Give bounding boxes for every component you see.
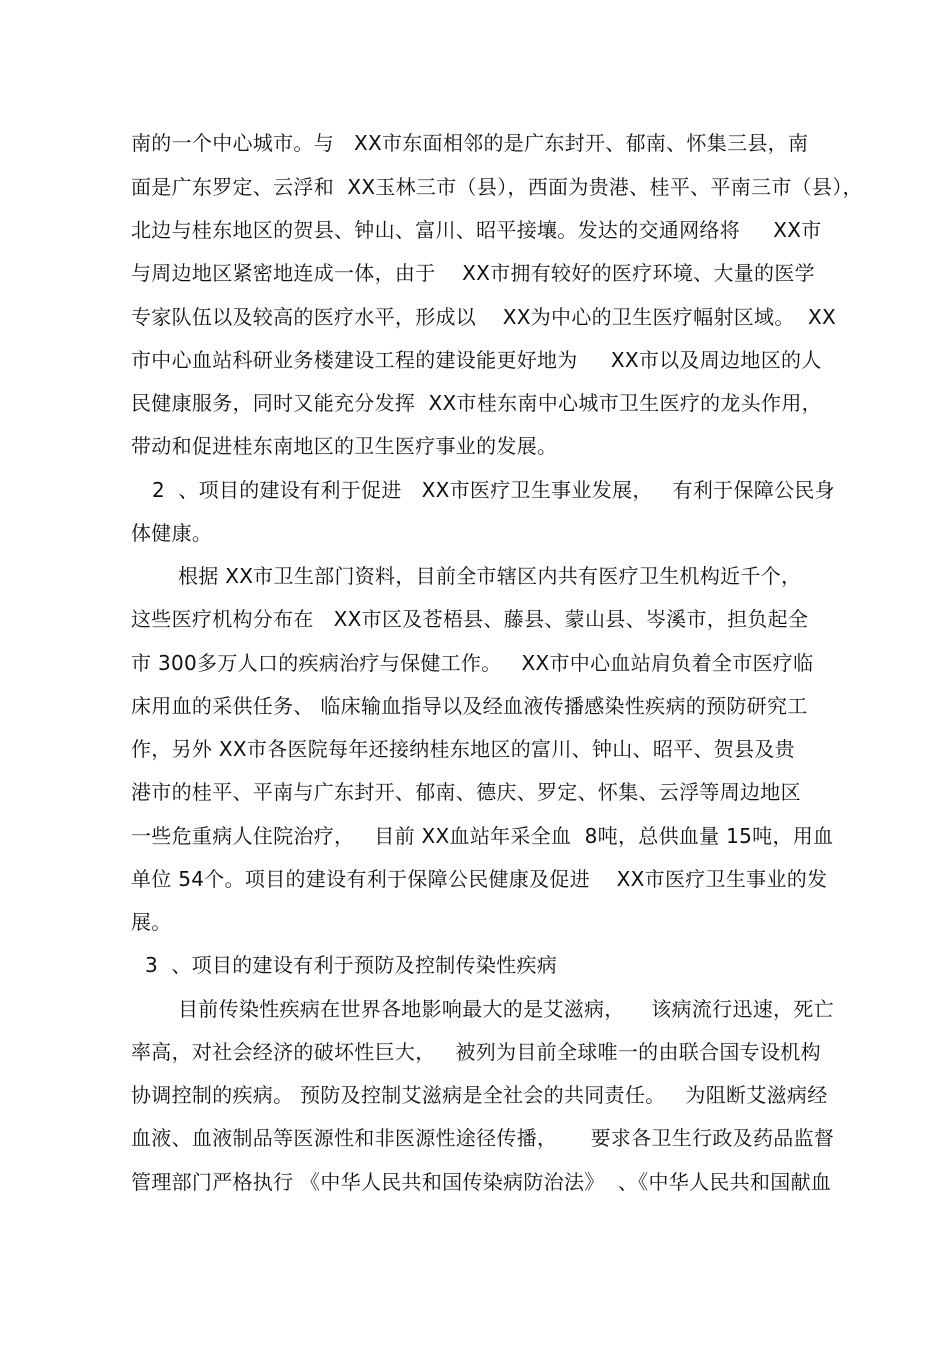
text-line: 体健康。 xyxy=(131,521,213,545)
text-line: 这些医疗机构分布在 XX市区及苍梧县、藤县、蒙山县、岑溪市，担负起全 xyxy=(131,607,809,631)
text-line: 展。 xyxy=(131,910,172,934)
text-line: 南的一个中心城市。与 XX市东面相邻的是广东封开、郁南、怀集三县，南 xyxy=(131,131,809,155)
text-line: 面是广东罗定、云浮和 XX玉林三市（县），西面为贵港、桂平、平南三市（县）， xyxy=(131,175,863,199)
text-line: 率高，对社会经济的破坏性巨大， 被列为目前全球唯一的由联合国专设机构 xyxy=(131,1040,821,1064)
section-heading: 2 、项目的建设有利于促进 XX市医疗卫生事业发展， 有利于保障公民身 xyxy=(152,478,835,502)
text-line: 市 300多万人口的疾病治疗与保健工作。 XX市中心血站肩负着全市医疗临 xyxy=(131,651,814,675)
text-line: 与周边地区紧密地连成一体，由于 XX市拥有较好的医疗环境、大量的医学 xyxy=(131,261,815,285)
text-line: 单位 54个。项目的建设有利于保障公民健康及促进 XX市医疗卫生事业的发 xyxy=(131,867,828,891)
text-line: 血液、血液制品等医源性和非医源性途径传播， 要求各卫生行政及药品监督 xyxy=(131,1126,835,1150)
text-line: 作，另外 XX市各医院每年还接纳桂东地区的富川、钟山、昭平、贺县及贵 xyxy=(131,737,795,761)
section-heading: 3 、项目的建设有利于预防及控制传染性疾病 xyxy=(145,953,558,977)
text-line: 北边与桂东地区的贺县、钟山、富川、昭平接壤。发达的交通网络将 XX市 xyxy=(131,218,822,242)
text-line: 带动和促进桂东南地区的卫生医疗事业的发展。 xyxy=(131,434,558,458)
text-line: 协调控制的疾病。 预防及控制艾滋病是全社会的共同责任。 为阻断艾滋病经 xyxy=(131,1083,828,1107)
text-line: 一些危重病人住院治疗， 目前 XX血站年采全血 8吨，总供血量 15吨，用血 xyxy=(131,824,834,848)
text-line: 根据 XX市卫生部门资料，目前全市辖区内共有医疗卫生机构近千个， xyxy=(178,564,802,588)
text-line: 目前传染性疾病在世界各地影响最大的是艾滋病， 该病流行迅速，死亡 xyxy=(178,997,834,1021)
text-line: 民健康服务，同时又能充分发挥 XX市桂东南中心城市卫生医疗的龙头作用， xyxy=(131,391,822,415)
text-line: 市中心血站科研业务楼建设工程的建设能更好地为 XX市以及周边地区的人 xyxy=(131,348,822,372)
text-line: 床用血的采供任务、 临床输血指导以及经血液传播感染性疾病的预防研究工 xyxy=(131,694,808,718)
text-line: 管理部门严格执行 《中华人民共和国传染病防治法》 、《中华人民共和国献血 xyxy=(131,1170,832,1194)
text-line: 港市的桂平、平南与广东封开、郁南、德庆、罗定、怀集、云浮等周边地区 xyxy=(131,780,801,804)
text-line: 专家队伍以及较高的医疗水平，形成以 XX为中心的卫生医疗幅射区域。 XX xyxy=(131,305,836,329)
